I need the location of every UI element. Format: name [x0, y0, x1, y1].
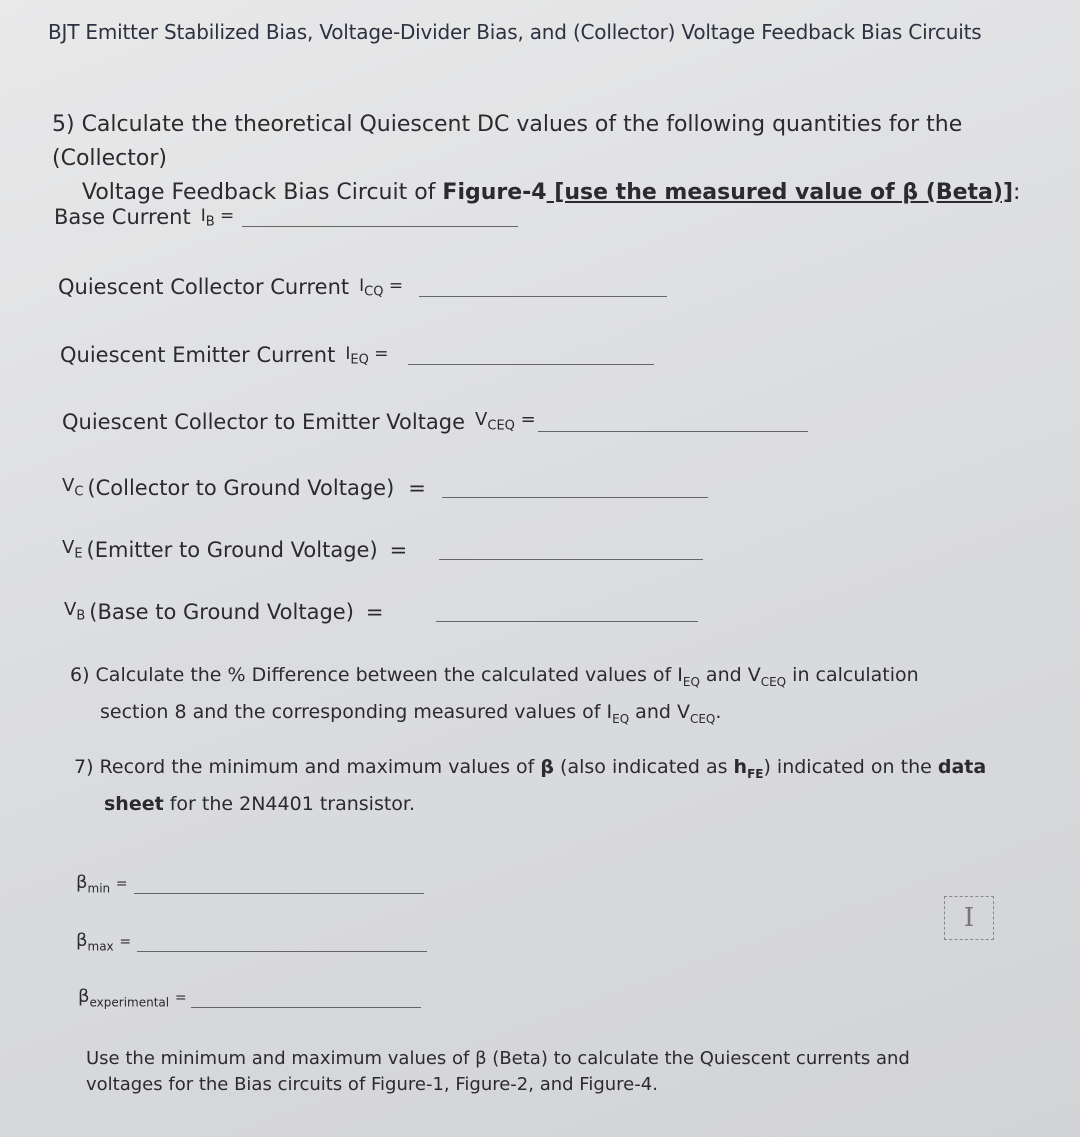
field-label: Base Current: [54, 205, 191, 229]
field-emitter-ground-voltage: [62, 537, 703, 562]
q5-beta-instruction: [use the measured value of β (Beta)]: [546, 180, 1013, 205]
field-equals: =: [408, 475, 426, 500]
q5-figure-ref: Figure-4: [442, 180, 547, 205]
q5-text-a: Voltage Feedback Bias Circuit of: [82, 180, 443, 205]
question-6-line1: 6) Calculate the % Difference between the calculated values of $I_{EQ}$ and $V_{CEQ}$ in calculation: [70, 664, 919, 689]
answer-blank[interactable]: [538, 430, 808, 432]
question-7-line2: sheet for the 2N4401 transistor.: [104, 792, 416, 815]
document-title: BJT Emitter Stabilized Bias, Voltage-Divider Bias, and (Collector) Voltage Feedback Bias Circuits: [48, 20, 982, 44]
text-cursor-icon: I: [944, 896, 994, 940]
answer-blank[interactable]: [442, 496, 708, 498]
question-6-line2: section 8 and the corresponding measured values of $I_{EQ}$ and $V_{CEQ}$.: [100, 700, 722, 726]
field-equals: =: [365, 599, 384, 624]
answer-blank[interactable]: [242, 225, 518, 227]
field-symbol: $I_B$ =: [200, 205, 235, 229]
question-7-line1: 7) Record the minimum and maximum values of β (also indicated as $h_{FE}$) indicated on the data: [74, 756, 987, 781]
answer-blank[interactable]: [439, 558, 703, 560]
beta-symbol: $\beta_{max}$ =: [76, 930, 132, 954]
beta-symbol: $\beta_{experimental}$ =: [78, 986, 187, 1010]
closing-note-line2: voltages for the Bias circuits of Figure-1, Figure-2, and Figure-4.: [86, 1074, 658, 1095]
answer-blank[interactable]: [419, 295, 667, 297]
answer-blank[interactable]: [137, 950, 427, 952]
question-5-line1: 5) Calculate the theoretical Quiescent DC values of the following quantities for the (Collector): [52, 112, 963, 171]
question-7: [74, 752, 1064, 819]
field-beta-experimental: [78, 986, 421, 1010]
field-symbol: $V_{CEQ}$ =: [475, 409, 536, 434]
closing-note-line1: Use the minimum and maximum values of β (Beta) to calculate the Quiescent currents and: [86, 1048, 910, 1069]
field-beta-max: [76, 930, 427, 954]
q5-colon: :: [1013, 180, 1021, 205]
question-5: [52, 108, 1080, 210]
closing-note: [86, 1046, 1046, 1098]
field-label: (Base to Ground Voltage): [89, 599, 354, 624]
field-label: (Emitter to Ground Voltage): [86, 537, 378, 562]
field-base-ground-voltage: [64, 599, 698, 624]
field-symbol: $V_E$: [62, 537, 83, 562]
field-label: (Collector to Ground Voltage): [87, 475, 395, 500]
question-6: [70, 660, 1030, 734]
field-label: Quiescent Collector Current: [58, 275, 350, 299]
field-quiescent-collector-current: [58, 275, 667, 299]
field-base-current: [54, 205, 518, 229]
field-beta-min: [76, 872, 424, 896]
field-quiescent-emitter-current: [60, 343, 654, 367]
answer-blank[interactable]: [191, 1006, 421, 1008]
field-symbol: $V_B$: [64, 599, 86, 624]
answer-blank[interactable]: [436, 620, 698, 622]
field-equals: =: [389, 537, 408, 562]
field-collector-ground-voltage: [62, 475, 708, 500]
field-label: Quiescent Emitter Current: [60, 343, 336, 367]
field-collector-emitter-voltage: [62, 409, 808, 434]
answer-blank[interactable]: [134, 892, 424, 894]
field-symbol: $I_{CQ}$ =: [359, 275, 404, 299]
answer-blank[interactable]: [408, 363, 654, 365]
field-label: Quiescent Collector to Emitter Voltage: [62, 409, 466, 434]
beta-symbol: $\beta_{min}$ =: [76, 872, 128, 896]
field-symbol: $I_{EQ}$ =: [345, 343, 389, 367]
field-symbol: $V_C$: [62, 475, 84, 500]
